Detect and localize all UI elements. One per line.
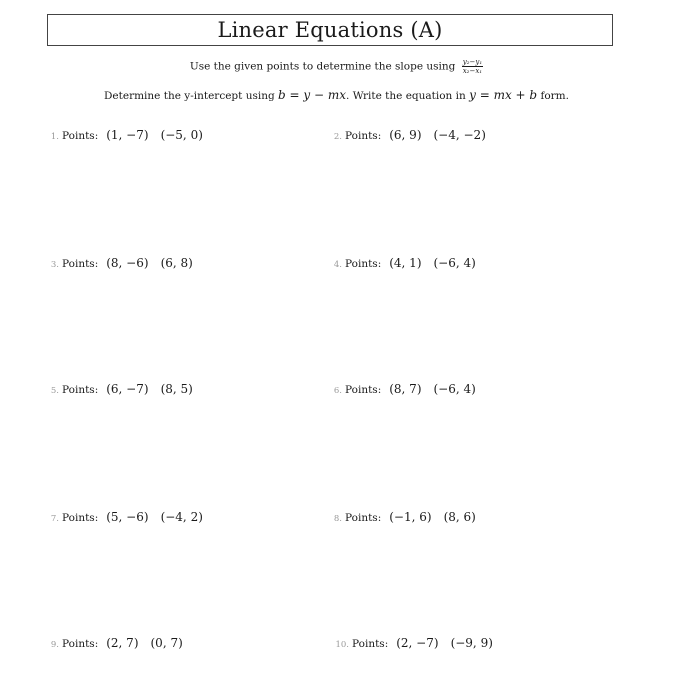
problem-number: 10. [335,640,349,650]
problem-point-2: (−6, 4) [433,256,476,270]
equation-form: y = mx + b [469,88,538,102]
problem-number: 2. [333,132,342,142]
problem-label: Points: [345,512,382,524]
worksheet-title: Linear Equations (A) [217,18,443,42]
problem-label: Points: [62,638,99,650]
problem-number: 8. [333,514,342,524]
slope-formula [462,58,483,75]
problem-label: Points: [345,384,382,396]
problem-4 [328,256,476,270]
problem-point-2: (−9, 9) [450,636,493,650]
problem-point-1: (5, −6) [106,510,149,524]
slope-formula-denominator: x₂−x₁ [462,67,483,75]
problem-5 [45,382,193,396]
problem-1 [45,128,203,142]
problem-6 [328,382,476,396]
problem-7 [45,510,203,524]
problem-point-1: (6, 9) [389,128,422,142]
problem-9 [45,636,183,650]
problem-8 [328,510,476,524]
problem-point-1: (8, 7) [389,382,422,396]
slope-formula-numerator: y₂−y₁ [462,58,483,66]
instruction-line-1 [0,58,673,75]
problem-point-2: (8, 5) [160,382,193,396]
problem-number: 6. [333,386,342,396]
problem-label: Points: [345,258,382,270]
problem-label: Points: [345,130,382,142]
problem-number: 3. [50,260,59,270]
problem-number: 4. [333,260,342,270]
problem-10 [328,636,493,650]
problem-2 [328,128,486,142]
problem-point-1: (4, 1) [389,256,422,270]
problem-number: 9. [50,640,59,650]
instruction-slope-text: Use the given points to determine the slope using [189,60,456,73]
problem-3 [45,256,193,270]
problem-point-1: (1, −7) [106,128,149,142]
problem-point-2: (8, 6) [443,510,476,524]
instruction-line-2 [0,88,673,102]
instruction-write-text: . Write the equation in [346,90,466,102]
problem-label: Points: [62,384,99,396]
worksheet-title-box [47,14,613,46]
problem-point-1: (−1, 6) [389,510,432,524]
problem-label: Points: [352,638,389,650]
instruction-form-text: form. [540,90,569,102]
problem-point-2: (6, 8) [160,256,193,270]
problem-number: 1. [50,132,59,142]
problem-point-2: (0, 7) [150,636,183,650]
instruction-intercept-text: Determine the y-intercept using [104,90,275,102]
problem-point-2: (−5, 0) [160,128,203,142]
problem-label: Points: [62,512,99,524]
problem-point-2: (−6, 4) [433,382,476,396]
problem-point-1: (8, −6) [106,256,149,270]
problem-point-1: (6, −7) [106,382,149,396]
problem-number: 7. [50,514,59,524]
problem-label: Points: [62,130,99,142]
problem-point-2: (−4, −2) [433,128,486,142]
problem-number: 5. [50,386,59,396]
problem-label: Points: [62,258,99,270]
problem-point-2: (−4, 2) [160,510,203,524]
intercept-formula: b = y − mx [278,88,347,102]
problem-point-1: (2, 7) [106,636,139,650]
problem-point-1: (2, −7) [396,636,439,650]
